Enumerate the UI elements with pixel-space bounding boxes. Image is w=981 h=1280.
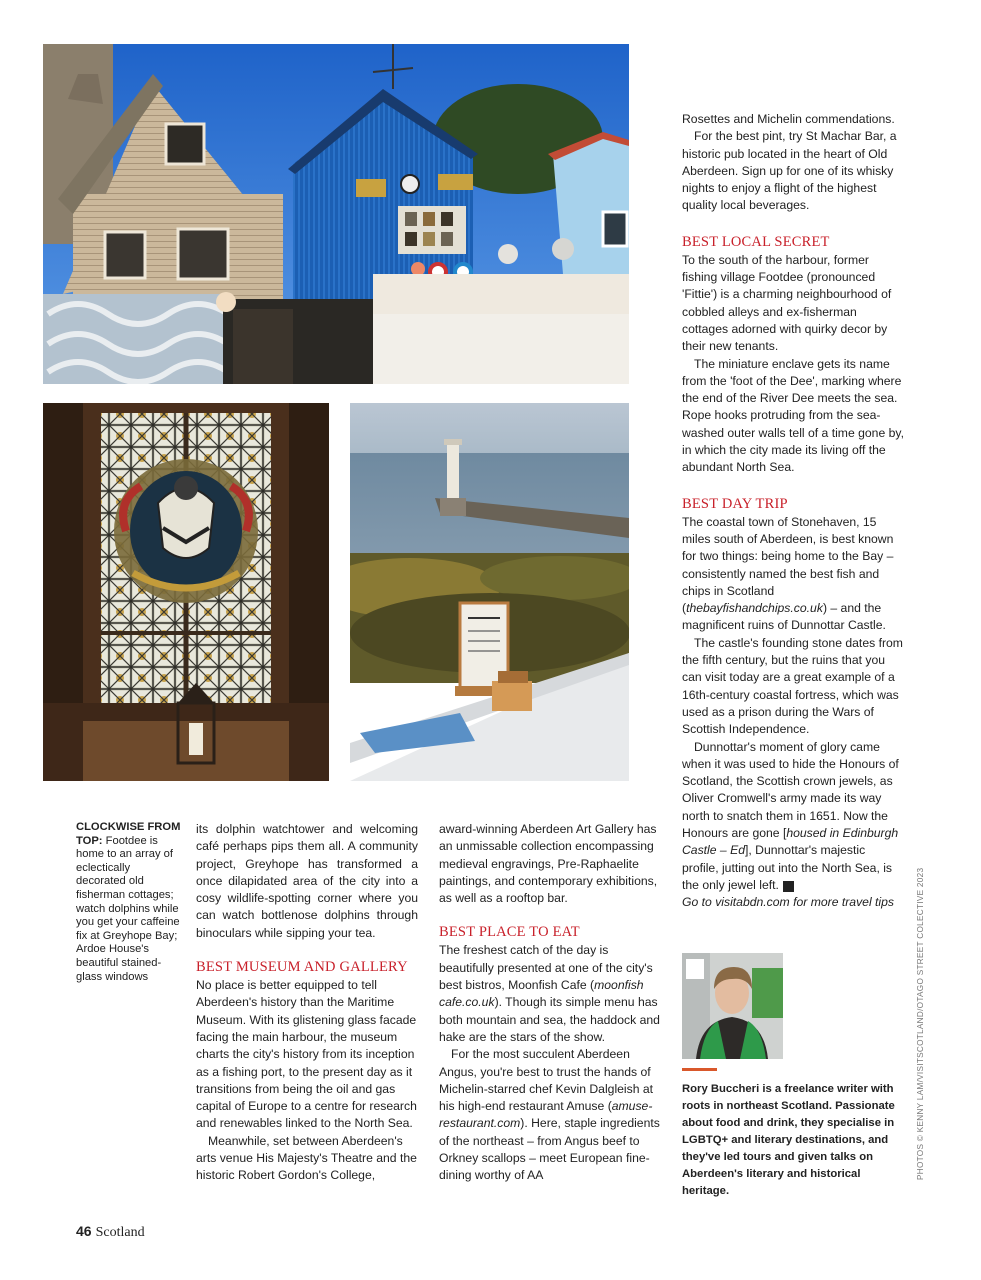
text: ], Dunnottar's majestic profile, jutting out into the North Sea, is the only jewel left. [682, 843, 893, 892]
text: ). Here, staple ingredients of the northeast – from Angus beef to Orkney scallops – meet European fine-dining worthy of AA [439, 1116, 660, 1183]
article-column-3 [439, 821, 662, 1185]
caption-lead: CLOCKWISE FROM TOP: [76, 821, 181, 847]
ardoe-house-stained-glass-photo [43, 403, 329, 781]
paragraph: For the best pint, try St Machar Bar, a historic pub located in the heart of Old Aberdeen. Sign up for one of its whisky nights to enjoy a flight of the highest quality local beverages. [682, 129, 897, 213]
section-heading-day-trip: BEST DAY TRIP [682, 495, 788, 512]
footdee-cottages-photo [43, 44, 629, 384]
section-heading-eat: BEST PLACE TO EAT [439, 924, 580, 941]
paragraph: The miniature enclave gets its name from the 'foot of the Dee', marking where the end of the River Dee meets the sea. Rope hooks protruding from the sea-washed outer walls tell of a time gone by, in which the city made its living off the abundant North Sea. [682, 356, 904, 475]
bio-divider [682, 1068, 717, 1071]
text: The freshest catch of the day is beautifully presented at one of the city's best bistros, Moonfish Cafe ( [439, 943, 653, 993]
paragraph: The castle's founding stone dates from the fifth century, but the ruins that you can visit today are a great example of a 16th-century coastal fortress, which was used as a prison during the Wars of Scottish Independence. [682, 635, 903, 737]
paragraph: award-winning Aberdeen Art Gallery has an unmissable collection encompassing medieval engravings, Pre-Raphaelite paintings, and contemporary exhibitions, as well as a rooftop bar. [439, 822, 658, 906]
paragraph: Meanwhile, set between Aberdeen's arts venue His Majesty's Theatre and the historic Robert Gordon's College, [196, 1133, 417, 1183]
page-footer [76, 1223, 145, 1241]
text: Dunnottar's moment of glory came when it was used to hide the Honours of Scotland, the Scottish crown jewels, as Oliver Cromwell's army made its way north to snatch them in 1651. Now the Honours are gone [ [682, 739, 899, 840]
photo-credit: PHOTOS © KENNY LAM/VISITSCOTLAND/OTAGO STREET COLECTIVE 2023 [916, 867, 925, 1180]
editor-note: housed in Edinburgh Castle – Ed [682, 825, 899, 858]
paragraph [682, 894, 904, 911]
caption-text: Footdee is home to an array of eclectically decorated old fisherman cottages; watch dolphins while you get your caffeine fix at Greyhope Bay; Ardoe House's beautiful stained-glass windows [76, 834, 180, 983]
end-mark-icon: S [783, 881, 794, 892]
text: ) – and the magnificent ruins of Dunnottar Castle. [682, 601, 886, 633]
moonfish-link[interactable]: moonfish cafe.co.uk [439, 978, 644, 1010]
paragraph [439, 942, 662, 1046]
section-heading-local-secret: BEST LOCAL SECRET [682, 233, 830, 250]
author-portrait-photo [682, 953, 783, 1059]
paragraph: No place is better equipped to tell Aberdeen's history than the Maritime Museum. With its glistening glass facade facing the main harbour, the museum charts the city's history from its inception as a fishing port, to the present day as it transitions from being the oil and gas capital of Europe to a centre for research and renewables linked to the North Sea. [196, 978, 417, 1131]
paragraph: its dolphin watchtower and welcoming café perhaps pips them all. A community project, Greyhope has transformed a once dilapidated area of the city into a cosy wildlife-spotting corner where you can watch bottlenose dolphins through binoculars while sipping your tea. [196, 822, 418, 940]
author-bio: Rory Buccheri is a freelance writer with roots in northeast Scotland. Passionate about food and drink, they specialise in LGBTQ+ and literary destinations, and they've led tours and given talks on Aberdeen's literary and historical heritage. [682, 1083, 895, 1197]
paragraph: To the south of the harbour, former fishing village Footdee (pronounced 'Fittie') is a charming neighbourhood of cobbled alleys and ex-fisherman cottages adorned with quirky decor by their new tenants. [682, 252, 892, 354]
article-column-2 [196, 821, 418, 1185]
paragraph [682, 739, 904, 895]
text: For the most succulent Aberdeen Angus, you're best to trust the hands of Michelin-starred chef Kevin Dalgleish at his high-end restaurant Amuse ( [439, 1047, 654, 1114]
text: The coastal town of Stonehaven, 15 miles south of Aberdeen, is best known for two things: being home to the Bay – consistently named the best fish and chips in Scotland ( [682, 514, 894, 616]
amuse-link[interactable]: amuse-restaurant.com [439, 1099, 653, 1131]
paragraph: Rosettes and Michelin commendations. [682, 112, 895, 126]
page-number: 46 [76, 1223, 92, 1239]
section-name: Scotland [95, 1225, 145, 1240]
paragraph [682, 514, 904, 635]
thebay-link[interactable]: thebayfishandchips.co.uk [686, 601, 823, 616]
greyhope-bay-cafe-photo [350, 403, 629, 781]
text: ). Though its simple menu has both mountain and sea, the haddock and hake are the stars of the show. [439, 995, 660, 1044]
photo-caption [76, 821, 182, 984]
section-heading-museum: BEST MUSEUM AND GALLERY [196, 959, 408, 976]
article-column-4 [682, 111, 904, 911]
paragraph [439, 1046, 662, 1184]
travel-tip-link[interactable]: Go to visitabdn.com for more travel tips [682, 895, 895, 910]
